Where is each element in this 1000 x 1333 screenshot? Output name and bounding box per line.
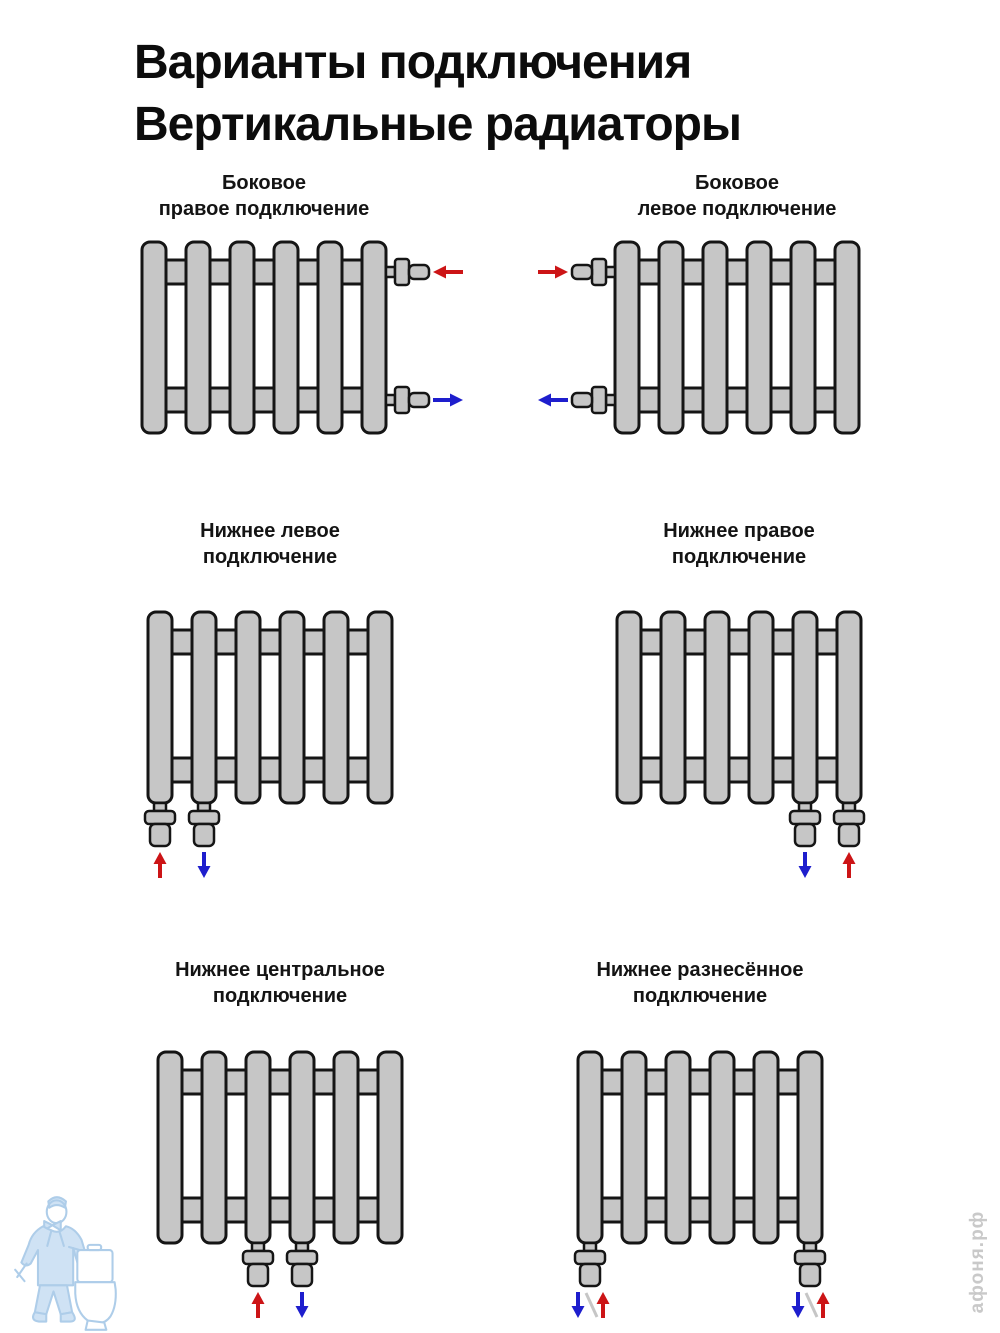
radiator-section (617, 612, 641, 803)
valve-pipe-end (409, 265, 429, 279)
radiator-bottom-right (617, 612, 864, 878)
valve-pipe-end (292, 1264, 312, 1286)
supply-arrow-icon (821, 1302, 825, 1318)
page-title-line1: Варианты подключения (134, 36, 692, 90)
radiator-section (362, 242, 386, 433)
collector-pipe-bottom (619, 388, 855, 412)
supply-arrow-icon (847, 862, 851, 878)
radiator-section (661, 612, 685, 803)
diagram-side-left-connection (525, 236, 870, 441)
radiator-bottom-spread (572, 1052, 830, 1318)
radiator-section (192, 612, 216, 803)
radiator-section (705, 612, 729, 803)
label-line2: подключение (671, 546, 807, 568)
valve-nut (575, 1251, 605, 1264)
slash-icon (586, 1293, 597, 1317)
collector-pipe-top (621, 630, 857, 654)
label-line2: левое подключение (637, 198, 837, 220)
label-line2: подключение (632, 985, 768, 1007)
supply-arrow-icon (256, 1302, 260, 1318)
valve-nut (592, 387, 606, 413)
valve-stub (606, 395, 615, 405)
radiator-section (378, 1052, 402, 1243)
supply-arrow-icon (601, 1302, 605, 1318)
valve-pipe-end (194, 824, 214, 846)
valve-pipe-end (800, 1264, 820, 1286)
valve-nut (189, 811, 219, 824)
label-line1: Нижнее левое (200, 520, 340, 542)
radiator-section (202, 1052, 226, 1243)
radiator-section (754, 1052, 778, 1243)
return-arrow-icon (550, 398, 568, 402)
supply-arrow-icon (555, 266, 568, 279)
valve-nut (145, 811, 175, 824)
diagram-label-bottom-spread (540, 957, 860, 1009)
label-line1: Боковое (695, 172, 779, 194)
valve-nut (287, 1251, 317, 1264)
radiator-section (280, 612, 304, 803)
supply-arrow-icon (433, 266, 446, 279)
collector-pipe-bottom (621, 758, 857, 782)
diagram-label-bottom-center (120, 957, 440, 1009)
collector-pipe-bottom (582, 1198, 818, 1222)
valve-nut (592, 259, 606, 285)
radiator-section (791, 242, 815, 433)
radiator-section (703, 242, 727, 433)
valve-nut (395, 387, 409, 413)
radiator-section (236, 612, 260, 803)
radiator-section (666, 1052, 690, 1243)
diagram-label-bottom-right (579, 518, 899, 570)
radiator-section (290, 1052, 314, 1243)
valve-stub (386, 267, 395, 277)
return-arrow-icon (803, 852, 807, 868)
label-line1: Нижнее правое (663, 520, 815, 542)
radiator-section (274, 242, 298, 433)
valve-nut (790, 811, 820, 824)
valve-stub (606, 267, 615, 277)
radiator-section (747, 242, 771, 433)
return-arrow-icon (538, 394, 551, 407)
diagram-label-side-right (104, 170, 424, 222)
supply-arrow-icon (538, 270, 556, 274)
supply-arrow-icon (445, 270, 463, 274)
radiator-section (318, 242, 342, 433)
radiator-section (142, 242, 166, 433)
return-arrow-icon (450, 394, 463, 407)
radiator-section (798, 1052, 822, 1243)
radiator-side-left (538, 242, 859, 433)
radiator-section (659, 242, 683, 433)
radiator-section (837, 612, 861, 803)
collector-pipe-top (146, 260, 382, 284)
valve-pipe-end (409, 393, 429, 407)
radiator-section (148, 612, 172, 803)
valve-stub (386, 395, 395, 405)
label-line1: Нижнее центральное (175, 959, 385, 981)
return-arrow-icon (576, 1292, 580, 1308)
radiator-section (749, 612, 773, 803)
radiator-section (622, 1052, 646, 1243)
valve-pipe-end (839, 824, 859, 846)
radiator-section (710, 1052, 734, 1243)
collector-pipe-top (162, 1070, 398, 1094)
supply-arrow-icon (158, 862, 162, 878)
radiator-section (793, 612, 817, 803)
diagram-label-side-left (577, 170, 897, 222)
radiator-section (334, 1052, 358, 1243)
slash-icon (806, 1293, 817, 1317)
return-arrow-icon (433, 398, 451, 402)
valve-nut (243, 1251, 273, 1264)
label-line2: правое подключение (158, 198, 370, 220)
valve-pipe-end (150, 824, 170, 846)
radiator-section (615, 242, 639, 433)
collector-pipe-bottom (162, 1198, 398, 1222)
radiator-side-right (142, 242, 463, 433)
label-line2: подключение (202, 546, 338, 568)
radiator-bottom-center (158, 1052, 402, 1318)
diagram-label-bottom-left (110, 518, 430, 570)
valve-nut (795, 1251, 825, 1264)
label-line2: подключение (212, 985, 348, 1007)
label-line1: Боковое (222, 172, 306, 194)
radiator-section (158, 1052, 182, 1243)
radiator-section (230, 242, 254, 433)
site-watermark-text: афоня.рф (967, 1210, 988, 1314)
return-arrow-icon (202, 852, 206, 868)
radiator-section (186, 242, 210, 433)
valve-pipe-end (580, 1264, 600, 1286)
collector-pipe-bottom (146, 388, 382, 412)
radiator-section (835, 242, 859, 433)
collector-pipe-top (582, 1070, 818, 1094)
valve-pipe-end (248, 1264, 268, 1286)
radiator-bottom-left (145, 612, 392, 878)
diagram-bottom-right-connection (604, 605, 949, 895)
valve-pipe-end (572, 265, 592, 279)
valve-nut (395, 259, 409, 285)
radiator-section (246, 1052, 270, 1243)
plumber-watermark-logo (8, 1190, 128, 1333)
valve-pipe-end (795, 824, 815, 846)
diagram-bottom-spread-connection (565, 1045, 910, 1333)
diagram-bottom-left-connection (135, 605, 480, 895)
label-line1: Нижнее разнесённое (596, 959, 804, 981)
return-arrow-icon (796, 1292, 800, 1308)
collector-pipe-top (619, 260, 855, 284)
return-arrow-icon (300, 1292, 304, 1308)
valve-pipe-end (572, 393, 592, 407)
radiator-section (324, 612, 348, 803)
radiator-section (368, 612, 392, 803)
diagram-side-right-connection (130, 236, 475, 441)
collector-pipe-bottom (152, 758, 388, 782)
valve-nut (834, 811, 864, 824)
radiator-section (578, 1052, 602, 1243)
diagram-bottom-center-connection (145, 1045, 490, 1333)
collector-pipe-top (152, 630, 388, 654)
page-title (134, 32, 741, 156)
page-title-line2: Вертикальные радиаторы (134, 98, 741, 152)
